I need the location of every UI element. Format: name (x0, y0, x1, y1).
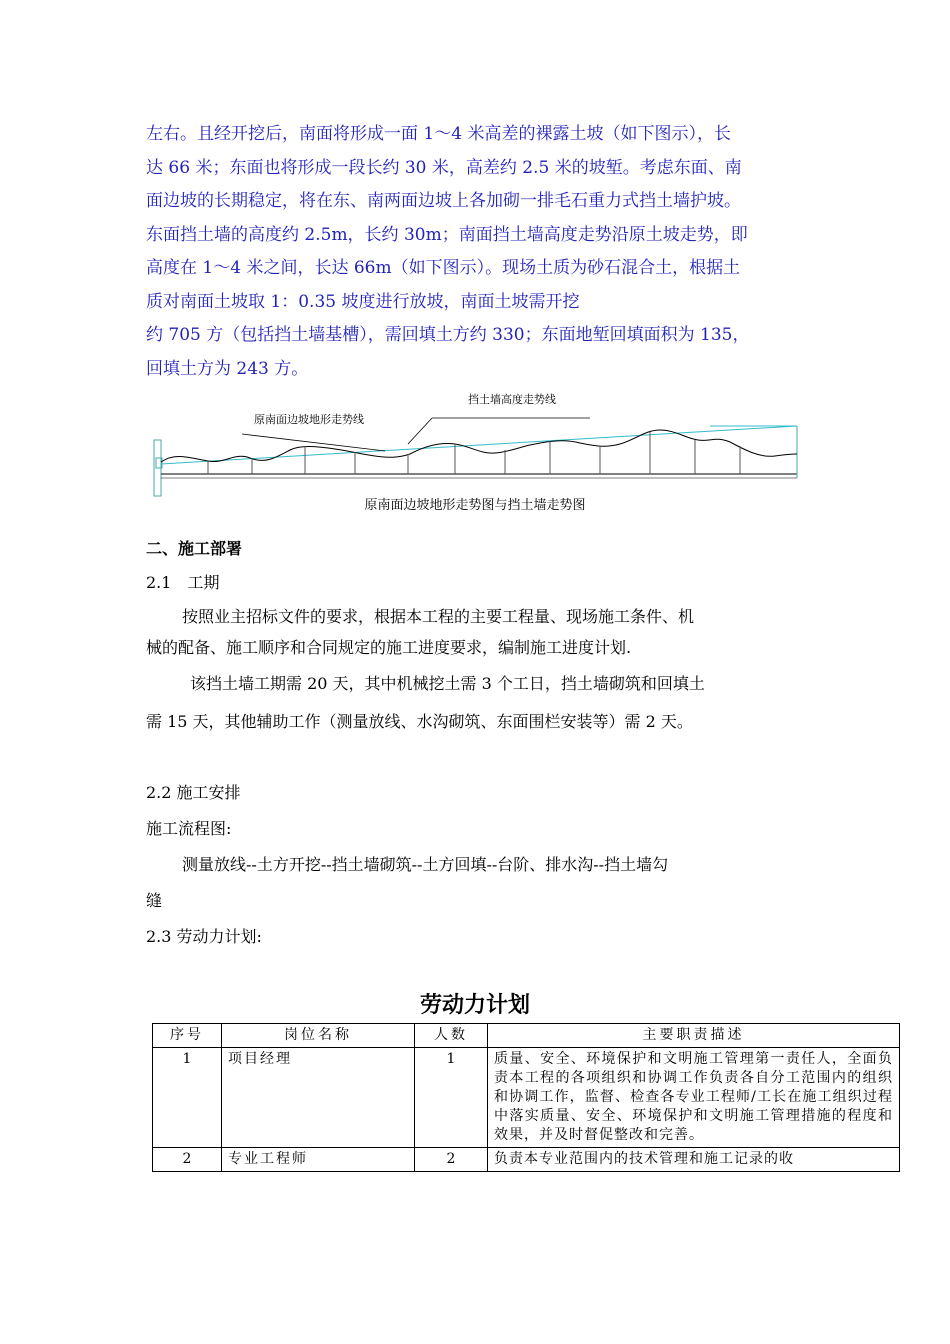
table-row (153, 1048, 900, 1148)
header-duty: 主要职责描述 (488, 1024, 900, 1048)
leader-terrain (242, 434, 385, 451)
intro-line: 面边坡的长期稳定，将在东、南两面边坡上各加砌一排毛石重力式挡土墙护坡。 (146, 191, 741, 211)
terrain-curve (161, 430, 797, 462)
section-heading: 二、施工部署 (146, 539, 243, 558)
figure-caption: 原南面边坡地形走势图与挡土墙走势图 (364, 498, 586, 513)
section-markers (208, 432, 740, 474)
subsection-title: 2.1 工期 (146, 573, 220, 592)
header-count: 人数 (415, 1024, 488, 1048)
intro-line: 质对南面土坡取 1：0.35 坡度进行放坡，南面土坡需开挖 (146, 291, 580, 312)
slope-profile-figure (150, 388, 810, 498)
intro-line: 东面挡土墙的高度约 2.5m，长约 30m；南面挡土墙高度走势沿原土坡走势，即 (146, 224, 748, 245)
labor-plan-table (152, 1023, 900, 1172)
cell-duty: 质量、安全、环境保护和文明施工管理第一责任人，全面负责本工程的各项组织和协调工作负责各自分工范围内的组织和协调工作，监督、检查各专业工程师/工长在施工组织过程中落实质量、安全、环境保护和文明施工管理措施的程度和效果，并及时督促整改和完善。 (488, 1048, 900, 1148)
table-title: 劳动力计划 (419, 993, 530, 1018)
wall-height-trend-line (161, 426, 797, 464)
paragraph-line: 械的配备、施工顺序和合同规定的施工进度要求，编制施工进度计划. (146, 638, 632, 657)
flow-chart-text: 缝 (146, 891, 163, 910)
header-no: 序号 (153, 1024, 222, 1048)
cell-role: 项目经理 (222, 1048, 415, 1148)
intro-line: 高度在 1～4 米之间，长达 66m（如下图示）。现场土质为砂石混合土，根据土 (146, 258, 741, 278)
intro-line: 约 705 方（包括挡土墙基槽），需回填土方约 330；东面地堑回填面积为 135， (146, 325, 750, 345)
terrain-label: 原南面边坡地形走势线 (254, 413, 364, 426)
intro-line: 达 66 米；东面也将形成一段长约 30 米，高差约 2.5 米的坡堑。考虑东面、南 (146, 157, 742, 178)
leader-wall-arrow (408, 418, 432, 444)
header-role: 岗位名称 (222, 1024, 415, 1048)
cell-count: 1 (415, 1048, 488, 1148)
cell-duty: 负责本专业范围内的技术管理和施工记录的收 (488, 1148, 900, 1172)
table-row (153, 1148, 900, 1172)
wall-height-label: 挡土墙高度走势线 (468, 393, 556, 406)
cell-count: 2 (415, 1148, 488, 1172)
paragraph-line: 需 15 天，其他辅助工作（测量放线、水沟砌筑、东面围栏安装等）需 2 天。 (146, 712, 693, 731)
subsection-title: 2.3 劳动力计划: (146, 927, 262, 946)
flow-chart-text: 测量放线--土方开挖--挡土墙砌筑--土方回填--台阶、排水沟--挡土墙勾 (182, 855, 669, 874)
flow-label: 施工流程图: (146, 819, 232, 838)
cell-no: 2 (153, 1148, 222, 1172)
intro-paragraph (146, 118, 826, 386)
subsection-title: 2.2 施工安排 (146, 783, 241, 802)
cell-no: 1 (153, 1048, 222, 1148)
paragraph-line: 按照业主招标文件的要求，根据本工程的主要工程量、现场施工条件、机 (182, 607, 695, 626)
cell-role: 专业工程师 (222, 1148, 415, 1172)
intro-line: 回填土方为 243 方。 (146, 358, 309, 379)
paragraph-line: 该挡土墙工期需 20 天，其中机械挖土需 3 个工日，挡土墙砌筑和回填土 (190, 674, 705, 693)
intro-line: 左右。且经开挖后，南面将形成一面 1～4 米高差的裸露土坡（如下图示），长 (146, 124, 731, 144)
table-header-row (153, 1024, 900, 1048)
